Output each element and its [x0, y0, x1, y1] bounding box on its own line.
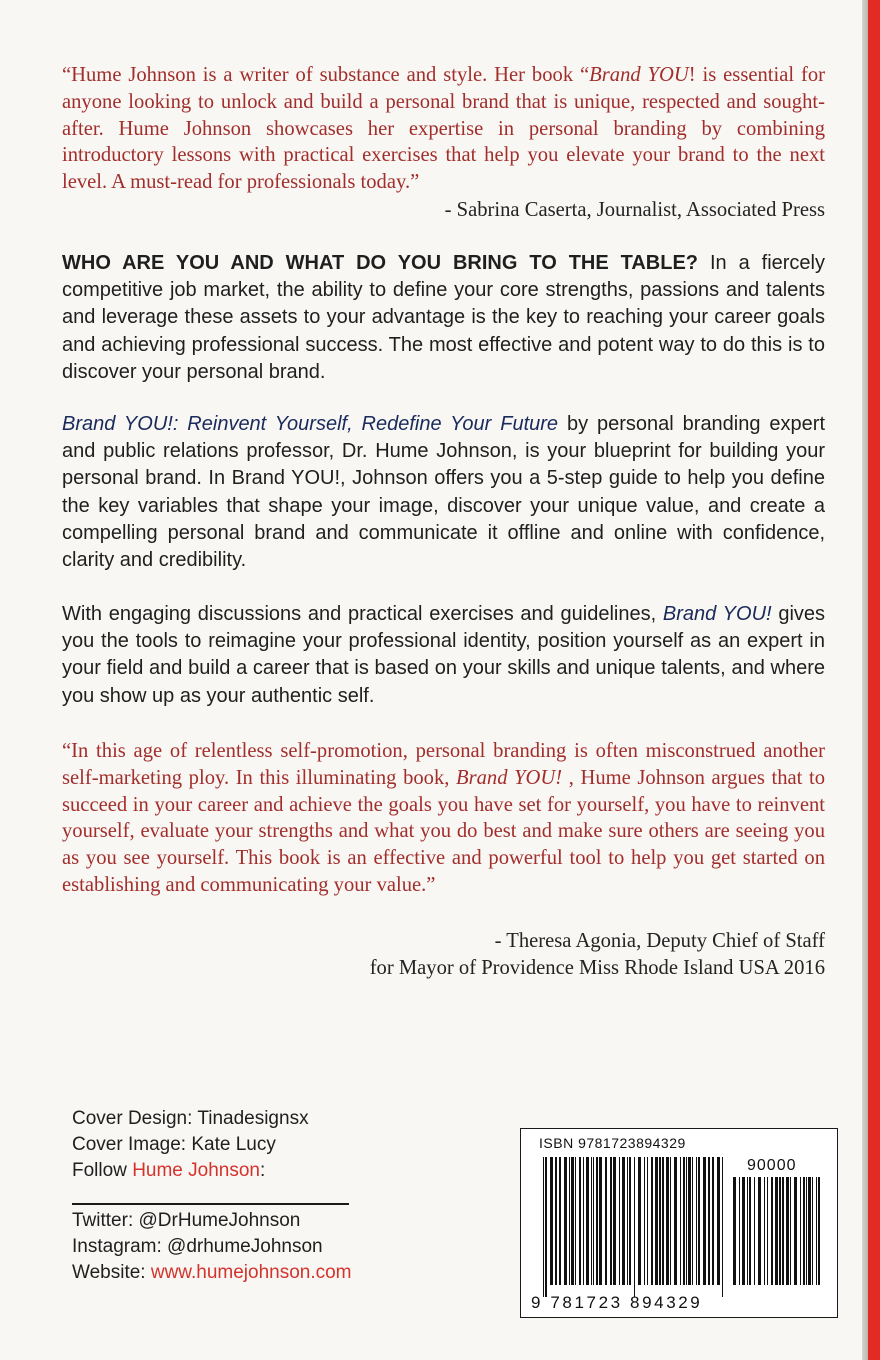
author-name: Hume Johnson — [132, 1160, 260, 1181]
barcode-bar — [550, 1157, 553, 1285]
price-code: 90000 — [747, 1157, 797, 1174]
barcode-bar — [583, 1157, 584, 1285]
red-spine-strip — [868, 0, 880, 1360]
barcode-bar — [575, 1157, 576, 1285]
barcode-bar — [696, 1157, 697, 1285]
barcode-bars — [521, 1129, 839, 1319]
description-text: by personal branding expert and public relations professor, Dr. Hume Johnson, is your blueprint for building your personal brand. In Brand YOU!, Johnson offers you a 5-step guide to help you define the key variables that shape your image, discover your unique value, and create a compelling personal brand and communicate it offline and online with confidence, clarity and credibility. — [62, 413, 826, 572]
addon-barcode — [733, 1177, 820, 1285]
quote-book-title: Brand YOU — [589, 64, 689, 86]
quote-text: ! is essential for anyone looking to unlock and build a personal brand that is unique, respected and sought-after. Hume Johnson showcases her expertise in personal branding by combining introductory lessons with practical exercises that help you elevate your brand to the next level. A must-read for professionals today.” — [62, 64, 825, 194]
barcode-bar — [767, 1177, 768, 1285]
barcode-bar — [717, 1157, 720, 1285]
barcode-bar — [569, 1157, 570, 1285]
barcode-bar — [564, 1157, 567, 1285]
barcode-bar — [586, 1157, 589, 1285]
barcode-bar — [692, 1157, 693, 1285]
quote-attribution-agonia — [370, 928, 825, 982]
barcode-bar — [786, 1177, 789, 1285]
barcode-bar — [596, 1157, 598, 1285]
barcode-bar — [638, 1157, 641, 1285]
barcode-bar — [782, 1177, 784, 1285]
description-text: In a fiercely competitive job market, the ability to define your core strengths, passions and talents and leverage these assets to your advantage is the key to reaching your career goals and achieving professional success. The most effective and potent way to do this is to discover your personal brand. — [62, 252, 825, 383]
barcode-bar — [818, 1177, 820, 1285]
main-barcode — [543, 1157, 723, 1297]
barcode-bar — [686, 1157, 687, 1285]
quote-text: , Hume Johnson argues that to succeed in your career and achieve the goals you have set for yourself, you have to reinvent yourself, evaluate your strengths and what you do best and make sure others are seeing you as you see yourself. This book is an effective and powerful tool to help you get started on establishing and communicating your value.” — [62, 766, 825, 896]
barcode-bar — [680, 1157, 681, 1285]
barcode-bar — [613, 1157, 616, 1285]
book-title: Brand YOU! — [662, 603, 772, 625]
barcode-bar — [779, 1177, 781, 1285]
barcode-bar — [605, 1157, 607, 1285]
quote-text: “Hume Johnson is a writer of substance and style. Her book “ — [62, 64, 590, 86]
barcode-bar — [698, 1157, 700, 1285]
twitter-handle: Twitter: @DrHumeJohnson — [72, 1210, 301, 1231]
barcode-bar — [559, 1157, 561, 1285]
barcode-bar — [634, 1157, 635, 1297]
barcode-bar — [579, 1157, 581, 1285]
review-quote-agonia — [62, 738, 825, 899]
website-label: Website: — [72, 1262, 151, 1283]
barcode-bar — [622, 1157, 625, 1285]
barcode-bar — [747, 1177, 748, 1285]
barcode-bar — [764, 1177, 765, 1285]
barcode-bar — [812, 1177, 813, 1285]
quote-book-title: Brand YOU! — [456, 766, 563, 789]
barcode-bar — [662, 1157, 664, 1285]
barcode-bar — [659, 1157, 661, 1285]
barcode-bar — [722, 1157, 723, 1297]
barcode-bar — [733, 1177, 736, 1285]
cover-image-credit: Cover Image: Kate Lucy — [72, 1134, 276, 1155]
description-paragraph-2 — [62, 411, 825, 574]
barcode-bar — [794, 1177, 797, 1285]
credits-block — [72, 1106, 352, 1286]
barcode-bar — [775, 1177, 778, 1285]
quote-attribution-caserta: - Sabrina Caserta, Journalist, Associated Press — [444, 199, 825, 221]
barcode-bar — [593, 1157, 594, 1285]
barcode-bar — [803, 1177, 805, 1285]
barcode-bar — [670, 1157, 671, 1285]
barcode-bar — [644, 1157, 645, 1285]
barcode-bar — [754, 1177, 755, 1285]
barcode-bar — [683, 1157, 685, 1285]
barcode-digits: 9 781723 894329 — [531, 1293, 703, 1312]
barcode-bar — [599, 1157, 602, 1285]
barcode-bar — [708, 1157, 710, 1285]
isbn-label: ISBN 9781723894329 — [539, 1135, 686, 1151]
barcode-bar — [610, 1157, 612, 1285]
barcode-bar — [674, 1157, 677, 1285]
barcode-bar — [545, 1157, 547, 1297]
description-paragraph-3 — [62, 601, 825, 710]
isbn-barcode — [520, 1128, 838, 1318]
barcode-bar — [627, 1157, 628, 1285]
review-quote-caserta — [62, 62, 825, 196]
barcode-bar — [749, 1177, 751, 1285]
description-heading: WHO ARE YOU AND WHAT DO YOU BRING TO THE TABLE? — [62, 252, 699, 274]
barcode-bar — [571, 1157, 574, 1285]
instagram-handle: Instagram: @drhumeJohnson — [72, 1236, 323, 1257]
attribution-line: - Theresa Agonia, Deputy Chief of Staff — [494, 930, 825, 952]
follow-suffix: : — [259, 1160, 266, 1181]
divider-rule — [72, 1203, 349, 1205]
barcode-bar — [816, 1177, 817, 1285]
barcode-bar — [651, 1157, 653, 1285]
cover-design-credit: Cover Design: Tinadesignsx — [72, 1108, 309, 1129]
barcode-bar — [555, 1157, 557, 1285]
barcode-bar — [806, 1177, 807, 1285]
attribution-line: for Mayor of Providence Miss Rhode Island USA 2016 — [369, 956, 825, 979]
barcode-bar — [619, 1157, 620, 1285]
website-link[interactable]: www.humejohnson.com — [150, 1262, 352, 1283]
barcode-bar — [790, 1177, 791, 1285]
description-paragraph-1 — [62, 250, 825, 386]
barcode-bar — [591, 1157, 592, 1285]
barcode-bar — [703, 1157, 706, 1285]
description-text: With engaging discussions and practical exercises and guidelines, — [62, 603, 663, 625]
barcode-bar — [629, 1157, 631, 1285]
barcode-bar — [712, 1157, 714, 1285]
barcode-bar — [543, 1157, 544, 1297]
barcode-bar — [808, 1177, 811, 1285]
barcode-bar — [666, 1157, 669, 1285]
barcode-bar — [739, 1177, 740, 1285]
barcode-bar — [771, 1177, 773, 1285]
barcode-bar — [742, 1177, 745, 1285]
barcode-bar — [688, 1157, 691, 1285]
follow-line — [72, 1158, 352, 1184]
barcode-bar — [647, 1157, 648, 1285]
barcode-bar — [758, 1177, 761, 1285]
follow-prefix: Follow — [72, 1160, 133, 1181]
barcode-bar — [800, 1177, 801, 1285]
website-line — [72, 1260, 352, 1286]
quote-text: “In this age of relentless self-promotion, personal branding is often misconstrued another self-marketing ploy. In this illuminating book, — [62, 740, 825, 789]
description-text: gives you the tools to reimagine your professional identity, position yourself as an expert in your field and build a career that is based on your skills and unique talents, and where you show up as your authentic self. — [62, 603, 826, 707]
barcode-bar — [655, 1157, 658, 1285]
book-full-title: Brand YOU!: Reinvent Yourself, Redefine Your Future — [62, 413, 559, 435]
